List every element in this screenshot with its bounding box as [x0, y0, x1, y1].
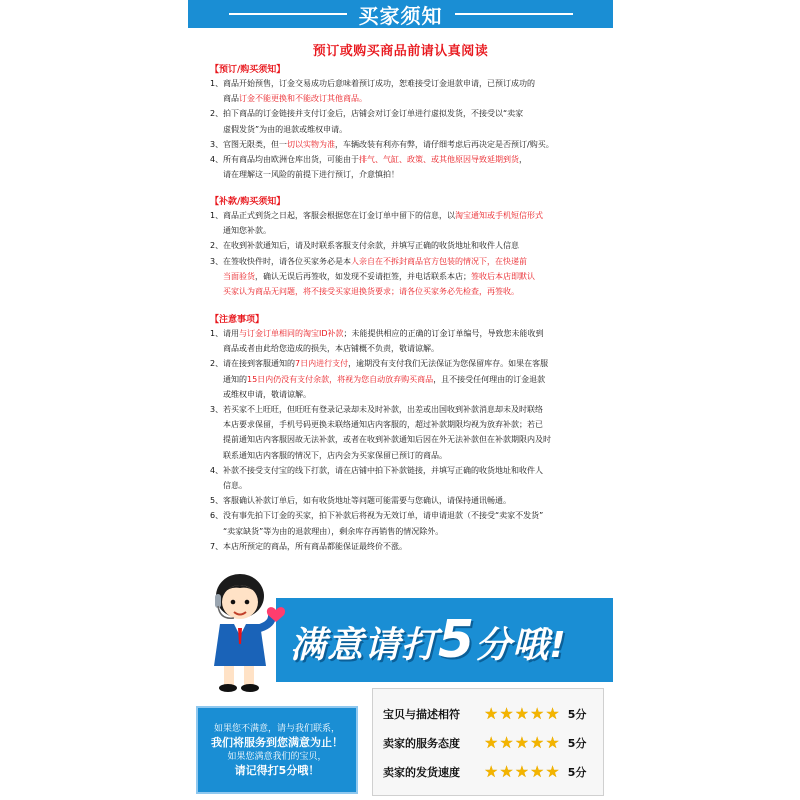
star-icon: ★: [499, 703, 514, 723]
plain-text: 本店所预定的商品，所有商品都能保证最终价不涨。: [223, 541, 407, 551]
rating-score: 5分: [567, 765, 587, 779]
rating-row: [383, 757, 593, 786]
rating-score: 5分: [567, 707, 587, 721]
item-line: [223, 448, 610, 463]
star-icon: ★: [484, 703, 499, 723]
item-line: [223, 208, 610, 223]
item-text: [223, 208, 610, 238]
item-text: [223, 106, 610, 136]
rating-row: [383, 728, 593, 757]
item-text: [223, 76, 610, 106]
plain-text: “卖家缺货”等为由的退款理由），剩余库存再销售的情况除外。: [223, 526, 444, 536]
item-number: 2、: [210, 241, 224, 251]
section-notes: [210, 314, 610, 554]
section-payment: [210, 196, 610, 299]
plain-text: 在收到补款通知后，请及时联系客服支付余款，并填写正确的收货地址和收件人信息: [223, 241, 519, 251]
notice-item: [210, 137, 610, 152]
rating-area: [188, 588, 613, 800]
plain-text: 请用: [223, 329, 239, 338]
plain-text: ，: [519, 155, 527, 165]
item-line: [223, 387, 610, 402]
plain-text: 请在理解这一风险的前提下进行预订，介意慎拍！: [223, 170, 399, 180]
notice-item: [210, 539, 610, 554]
star-icon: ★: [530, 703, 545, 723]
plain-text: 通知的: [223, 374, 247, 384]
plain-text: 商品正式到货之日起，客服会根据您在订金订单中留下的信息，以: [223, 211, 455, 220]
rating-row: [383, 699, 593, 728]
notice-item: [210, 508, 610, 538]
star-icon: ★: [514, 703, 530, 723]
item-text: [223, 326, 610, 356]
item-text: [223, 152, 610, 182]
plain-text: ，且不接受任何理由的订金退款: [433, 374, 546, 384]
item-line: [223, 372, 610, 387]
notice-item: [210, 493, 610, 508]
item-line: [223, 91, 610, 106]
plain-text: 提前通知店内客服因故无法补款，或者在收到补款通知后因在外无法补款但在补款期限内及时: [223, 435, 551, 445]
highlight-text: 买家认为商品无问题，将不接受买家退换货要求；请各位买家务必先检查，再签收。: [223, 287, 519, 297]
item-number: 2、: [210, 109, 224, 119]
notice-item: [210, 463, 610, 493]
highlight-text: 订金不能更换和不能改订其他商品。: [239, 94, 367, 104]
plain-text: ；未能提供相应的正确的订金订单编号，导致您未能收到: [343, 329, 544, 338]
highlight-text: 淘宝通知或手机短信形式: [455, 211, 543, 220]
item-line: [223, 106, 610, 121]
plain-text: 官图无限类，但一: [223, 139, 287, 149]
star-icon: ★: [484, 732, 499, 752]
item-number: 4、: [210, 465, 224, 475]
item-line: [223, 76, 610, 91]
star-icon: ★: [499, 732, 514, 752]
plain-text: 客服确认补款订单后，如有收货地址等问题可能需要与您确认，请保持通讯畅通。: [223, 496, 511, 506]
item-line: [223, 341, 610, 356]
star-icon: ★: [499, 761, 514, 781]
contact-line: 请记得打5分哦！: [234, 764, 320, 777]
item-text: [223, 402, 610, 463]
highlight-text: 签收后本店即默认: [471, 271, 535, 281]
star-icon: ★: [530, 732, 545, 752]
item-number: 5、: [210, 496, 224, 506]
star-icon: ★: [514, 761, 530, 781]
notice-item: [210, 254, 610, 300]
item-text: [223, 463, 610, 493]
main-title: 预订或购买商品前请认真阅读: [312, 44, 489, 59]
item-line: [223, 493, 610, 508]
highlight-text: 排气、气缸、政策、或其他原因导致延期到货: [359, 155, 519, 165]
item-line: [223, 238, 610, 253]
item-line: [223, 137, 610, 152]
item-line: [223, 326, 610, 341]
customer-service-mascot: [200, 566, 290, 696]
rating-label: 卖家的发货速度: [383, 765, 460, 779]
item-number: 1、: [210, 211, 224, 220]
header-banner: [188, 0, 613, 28]
item-text: [223, 493, 610, 508]
item-line: [223, 432, 610, 447]
item-line: [223, 402, 610, 417]
contact-line: 如果您不满意，请与我们联系，: [213, 724, 340, 734]
plain-text: 若买家不上旺旺，但旺旺有登录记录却未及时补款，出差或出国收到补款消息却未及时联络: [223, 405, 543, 415]
star-icon: ★: [530, 761, 545, 781]
item-line: [223, 269, 610, 284]
slogan-banner: [276, 598, 613, 682]
item-line: [223, 152, 610, 167]
star-icon: ★: [514, 732, 530, 752]
notice-item: [210, 326, 610, 356]
plain-text: 信息。: [223, 481, 247, 491]
rating-stars: [484, 703, 560, 723]
contact-message-box: [196, 706, 358, 794]
plain-text: 在签收快件时，请各位买家务必是本: [223, 256, 351, 266]
item-text: [223, 238, 610, 253]
item-line: [223, 478, 610, 493]
section-heading: 【注意事项】: [210, 315, 265, 325]
item-number: 3、: [210, 256, 224, 266]
section-heading: 【补款/购买须知】: [210, 197, 286, 207]
notice-item: [210, 238, 610, 253]
item-text: [223, 508, 610, 538]
item-number: 1、: [210, 79, 224, 88]
plain-text: ，车辆改装有利亦有弊，请仔细考虑后再决定是否预订/购买。: [335, 139, 554, 149]
item-line: [223, 284, 610, 299]
banner-line-right: [455, 13, 573, 15]
star-icon: ★: [545, 761, 560, 781]
notice-item: [210, 208, 610, 238]
highlight-text: 切以实物为准: [287, 139, 335, 149]
item-line: [223, 463, 610, 478]
item-text: [223, 356, 610, 402]
notice-content: [188, 28, 613, 588]
notice-item: [210, 152, 610, 182]
plain-text: 虚假发货”为由的退款或维权申请。: [223, 124, 348, 134]
item-line: [223, 223, 610, 238]
notice-item: [210, 76, 610, 106]
plain-text: 没有事先拍下订金的买家，拍下补款后将视为无效订单，请申请退款（不接受“卖家不发货”: [223, 511, 544, 521]
item-number: 1、: [210, 329, 224, 338]
plain-text: ，确认无误后再签收，如发现不妥请拒签，并电话联系本店；: [255, 271, 471, 281]
item-line: [223, 356, 610, 371]
rating-score: 5分: [567, 736, 587, 750]
slogan-text: [290, 610, 567, 670]
item-number: 2、: [210, 359, 224, 369]
plain-text: 所有商品均由欧洲仓库出货，可能由于: [223, 155, 359, 165]
plain-text: 商品或者由此给您造成的损失，本店铺概不负责，敬请谅解。: [223, 344, 439, 354]
star-icon: ★: [545, 732, 560, 752]
item-number: 3、: [210, 139, 224, 149]
section-heading: 【预订/购买须知】: [210, 65, 286, 75]
highlight-text: 7日内进行支付: [295, 359, 349, 369]
item-text: [223, 539, 610, 554]
notice-item: [210, 402, 610, 463]
notice-item: [210, 106, 610, 136]
plain-text: ，逾期没有支付我们无法保证为您保留库存。如果在客服: [348, 359, 549, 369]
item-number: 4、: [210, 155, 224, 165]
item-line: [223, 417, 610, 432]
plain-text: 联系通知店内客服的情况下，店内会为买家保留已预订的商品。: [223, 450, 447, 460]
item-line: [223, 254, 610, 269]
plain-text: 本店要求保留，手机号码更换未联络通知店内客服的，超过补款期限均视为放弃补款；若已: [223, 420, 543, 430]
rating-stars: [484, 732, 560, 752]
rating-label: 宝贝与描述相符: [383, 707, 460, 721]
plain-text: 拍下商品的订金链接并支付订金后，店铺会对订金订单进行虚拟发货，不接受以“卖家: [223, 109, 524, 119]
highlight-text: 与订金订单相同的淘宝ID补款: [239, 329, 344, 338]
star-icon: ★: [545, 703, 560, 723]
item-number: 6、: [210, 511, 224, 521]
section-booking: [210, 64, 610, 182]
star-icon: ★: [484, 761, 499, 781]
plain-text: 商品: [223, 94, 239, 104]
item-line: [223, 524, 610, 539]
item-line: [223, 167, 610, 182]
slogan-pre: 满意请打: [290, 625, 439, 666]
highlight-text: 15日内仍没有支付余款，将视为您自动放弃购买商品: [247, 374, 434, 384]
contact-line: 我们将服务到您满意为止！: [211, 736, 343, 749]
plain-text: 补款不接受支付宝的线下打款，请在店铺中拍下补款链接，并填写正确的收货地址和收件人: [223, 465, 543, 475]
item-line: [223, 508, 610, 523]
contact-line: 如果您满意我们的宝贝，: [227, 752, 327, 762]
highlight-text: 人亲自在不拆封商品官方包装的情况下，在快递前: [351, 256, 527, 266]
slogan-post: 分哦!: [475, 625, 567, 666]
item-line: [223, 539, 610, 554]
item-text: [223, 137, 610, 152]
item-number: 3、: [210, 405, 224, 415]
rating-stars: [484, 761, 560, 781]
rating-label: 卖家的服务态度: [383, 736, 460, 750]
plain-text: 商品开始预售，订金交易成功后意味着预订成功，恕难接受订金退款申请，已预订成功的: [223, 79, 535, 88]
banner-title: 买家须知: [358, 3, 443, 28]
slogan-five: 5: [438, 610, 476, 670]
highlight-text: 当面验货: [223, 271, 255, 281]
plain-text: 或维权申请，敬请谅解。: [223, 389, 311, 399]
item-number: 7、: [210, 541, 224, 551]
item-text: [223, 254, 610, 300]
banner-line-left: [229, 13, 347, 15]
item-line: [223, 122, 610, 137]
plain-text: 通知您补款。: [223, 226, 271, 236]
plain-text: 请在接到客服通知的: [223, 359, 295, 369]
shop-rating-box: [372, 688, 604, 796]
notice-item: [210, 356, 610, 402]
